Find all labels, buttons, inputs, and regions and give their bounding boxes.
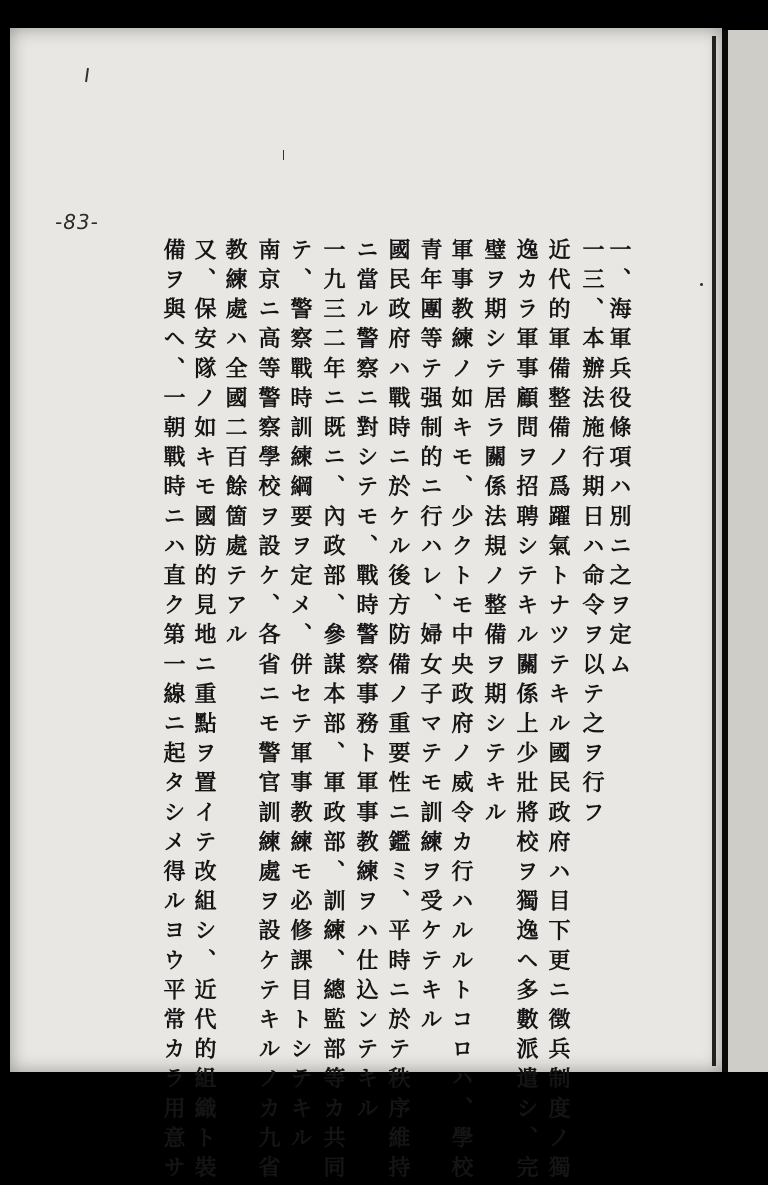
page-spine bbox=[712, 36, 716, 1066]
text-column: 又、保安隊ノ如キモ國防的見地ニ重點ヲ置イテ改組シ、近代的組織ト裝 bbox=[191, 238, 217, 1185]
stray-mark bbox=[700, 283, 703, 286]
text-column: 一九三二年ニ既ニ、內政部、參謀本部、軍政部、訓練、總監部等カ共同 bbox=[320, 238, 346, 1185]
stray-mark bbox=[283, 150, 284, 160]
text-column: テ、警察戰時訓練綱要ヲ定メ、併セテ軍事教練モ必修課目トシテキル bbox=[287, 238, 313, 1156]
text-column: 璧ヲ期シテ居ラ關係法規ノ整備ヲ期シテキル bbox=[481, 238, 507, 830]
text-column: 備ヲ與ヘ、一朝戰時ニハ直ク第一線ニ起タシメ得ルヨウ平常カラ用意サ bbox=[160, 238, 186, 1185]
text-column: 青年團等テ强制的ニ行ハレ、婦女子マテモ訓練ヲ受ケテキル bbox=[417, 238, 443, 1038]
text-column: ニ當ル警察ニ對シテモ、戰時警察事務ト軍事教練ヲハ仕込ンテキル bbox=[353, 238, 379, 1126]
adjacent-page-edge bbox=[722, 30, 768, 1072]
page-number: -83- bbox=[55, 210, 99, 234]
text-column: 教練處ハ全國二百餘箇處テアル bbox=[222, 238, 248, 653]
text-column: 近代的軍備整備ノ爲躍氣トナツテキル國民政府ハ目下更ニ徴兵制度ノ獨 bbox=[545, 238, 571, 1185]
text-column: 軍事教練ノ如キモ、少クトモ中央政府ノ威令カ行ハルルトコロハ、學校 bbox=[448, 238, 474, 1185]
text-column: 一三、本辦法施行期日ハ命令ヲ以テ之ヲ行フ bbox=[579, 238, 605, 830]
text-column: 一、海軍兵役條項ハ別ニ之ヲ定ム bbox=[606, 238, 632, 682]
text-column: 國民政府ハ戰時ニ於ケル後方防備ノ重要性ニ鑑ミ、平時ニ於テ秩序維持 bbox=[385, 238, 411, 1185]
text-column: 南京ニ高等警察學校ヲ設ケ、各省ニモ警官訓練處ヲ設ケテキルノカ九省 bbox=[255, 238, 281, 1185]
text-column: 逸カラ軍事顧問ヲ招聘シテキル關係上少壯將校ヲ獨逸ヘ多數派遣シ、完 bbox=[513, 238, 539, 1185]
